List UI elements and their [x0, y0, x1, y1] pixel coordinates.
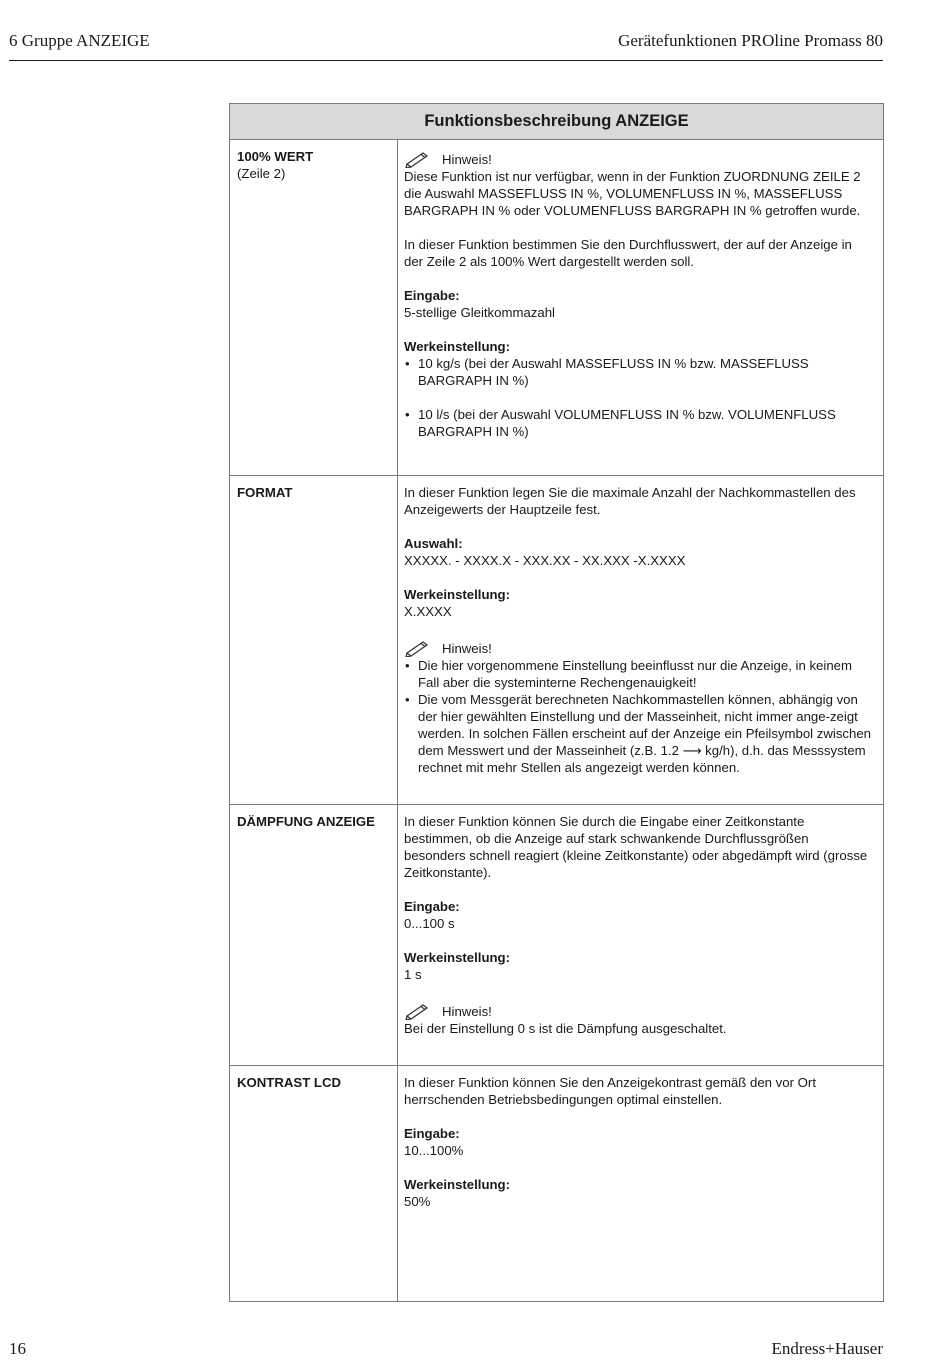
note-heading [404, 637, 873, 657]
pencil-icon [404, 150, 432, 168]
default-label: Werkeinstellung: [404, 587, 511, 602]
list-item: • 10 kg/s (bei der Auswahl MASSEFLUSS IN % bzw. MASSEFLUSS BARGRAPH IN %) [404, 355, 873, 389]
header-rule [9, 60, 883, 61]
function-cell [230, 476, 398, 805]
function-name: FORMAT [237, 485, 293, 500]
table-title: Funktionsbeschreibung ANZEIGE [230, 104, 884, 140]
note-label: Hinweis! [442, 152, 492, 167]
input-label: Eingabe: [404, 1126, 460, 1141]
choice-label: Auswahl: [404, 536, 463, 551]
input-value: 5-stellige Gleitkommazahl [404, 305, 555, 320]
description-cell [398, 805, 884, 1066]
table-row [230, 476, 884, 805]
input-value: 10...100% [404, 1143, 464, 1158]
note-text: Diese Funktion ist nur verfügbar, wenn in der Funktion ZUORDNUNG ZEILE 2 die Auswahl MASSEFLUSS IN %, VOLUMENFLUSS IN %, MASSEFLUSS BARGRAPH IN % oder VOLUMENFLUSS BARGRAPH IN % getroffen wurde. [404, 169, 861, 218]
note-heading [404, 1000, 873, 1020]
description-cell [398, 140, 884, 476]
pencil-icon [404, 1002, 432, 1020]
list-item: • Die hier vorgenommene Einstellung beeinflusst nur die Anzeige, in keinem Fall aber die systeminterne Rechengenauigkeit! [404, 657, 873, 691]
default-value: X.XXXX [404, 604, 452, 619]
description-cell [398, 1066, 884, 1302]
note-heading [404, 148, 873, 168]
table-row [230, 1066, 884, 1302]
function-name: 100% WERT [237, 149, 314, 164]
brand-logo: Endress+Hauser [771, 1339, 883, 1358]
function-name: KONTRAST LCD [237, 1075, 342, 1090]
description-text: In dieser Funktion können Sie durch die Eingabe einer Zeitkonstante bestimmen, ob die Anzeige auf stark schwankende Durchflussgrößen besonders schnell reagiert (kleine Zeitkonstante) oder abgedämpft wird (grosse Zeitkonstante). [404, 814, 868, 880]
description-text: In dieser Funktion können Sie den Anzeigekontrast gemäß den vor Ort herrschenden Betriebsbedingungen optimal einstellen. [404, 1075, 816, 1107]
function-cell [230, 1066, 398, 1302]
function-cell [230, 140, 398, 476]
input-value: 0...100 s [404, 916, 455, 931]
header-chapter: 6 Gruppe ANZEIGE [9, 31, 150, 50]
table-row [230, 805, 884, 1066]
function-name: DÄMPFUNG ANZEIGE [237, 814, 375, 829]
note-label: Hinweis! [442, 1004, 492, 1019]
list-item: • 10 l/s (bei der Auswahl VOLUMENFLUSS IN % bzw. VOLUMENFLUSS BARGRAPH IN %) [404, 406, 873, 440]
pencil-icon [404, 639, 432, 657]
table-row [230, 140, 884, 476]
note-label: Hinweis! [442, 641, 492, 656]
note-text: Bei der Einstellung 0 s ist die Dämpfung ausgeschaltet. [404, 1021, 727, 1036]
default-list [404, 355, 873, 440]
function-table [229, 103, 884, 1302]
note-list [404, 657, 873, 776]
default-value: 50% [404, 1194, 431, 1209]
description-text: In dieser Funktion bestimmen Sie den Durchflusswert, der auf der Anzeige in der Zeile 2 als 100% Wert dargestellt werden soll. [404, 237, 852, 269]
header-title: Gerätefunktionen PROline Promass 80 [618, 31, 883, 50]
input-label: Eingabe: [404, 899, 460, 914]
page-number: 16 [9, 1339, 26, 1358]
function-subtitle: (Zeile 2) [237, 166, 286, 181]
function-cell [230, 805, 398, 1066]
description-cell [398, 476, 884, 805]
description-text: In dieser Funktion legen Sie die maximale Anzahl der Nachkommastellen des Anzeigewerts der Hauptzeile fest. [404, 485, 856, 517]
default-label: Werkeinstellung: [404, 1177, 511, 1192]
choice-value: XXXXX. - XXXX.X - XXX.XX - XX.XXX -X.XXXX [404, 553, 686, 568]
list-item: • Die vom Messgerät berechneten Nachkommastellen können, abhängig von der hier gewählten Einstellung und der Masseinheit, nicht immer ange-zeigt werden. In solchen Fällen erscheint auf der Anzeige ein Pfeilsymbol zwischen dem Messwert und der Masseinheit (z.B. 1.2 ⟶ kg/h), d.h. das Messsystem rechnet mit mehr Stellen als angezeigt werden können. [404, 691, 873, 776]
default-value: 1 s [404, 967, 422, 982]
input-label: Eingabe: [404, 288, 460, 303]
default-label: Werkeinstellung: [404, 339, 511, 354]
default-label: Werkeinstellung: [404, 950, 511, 965]
